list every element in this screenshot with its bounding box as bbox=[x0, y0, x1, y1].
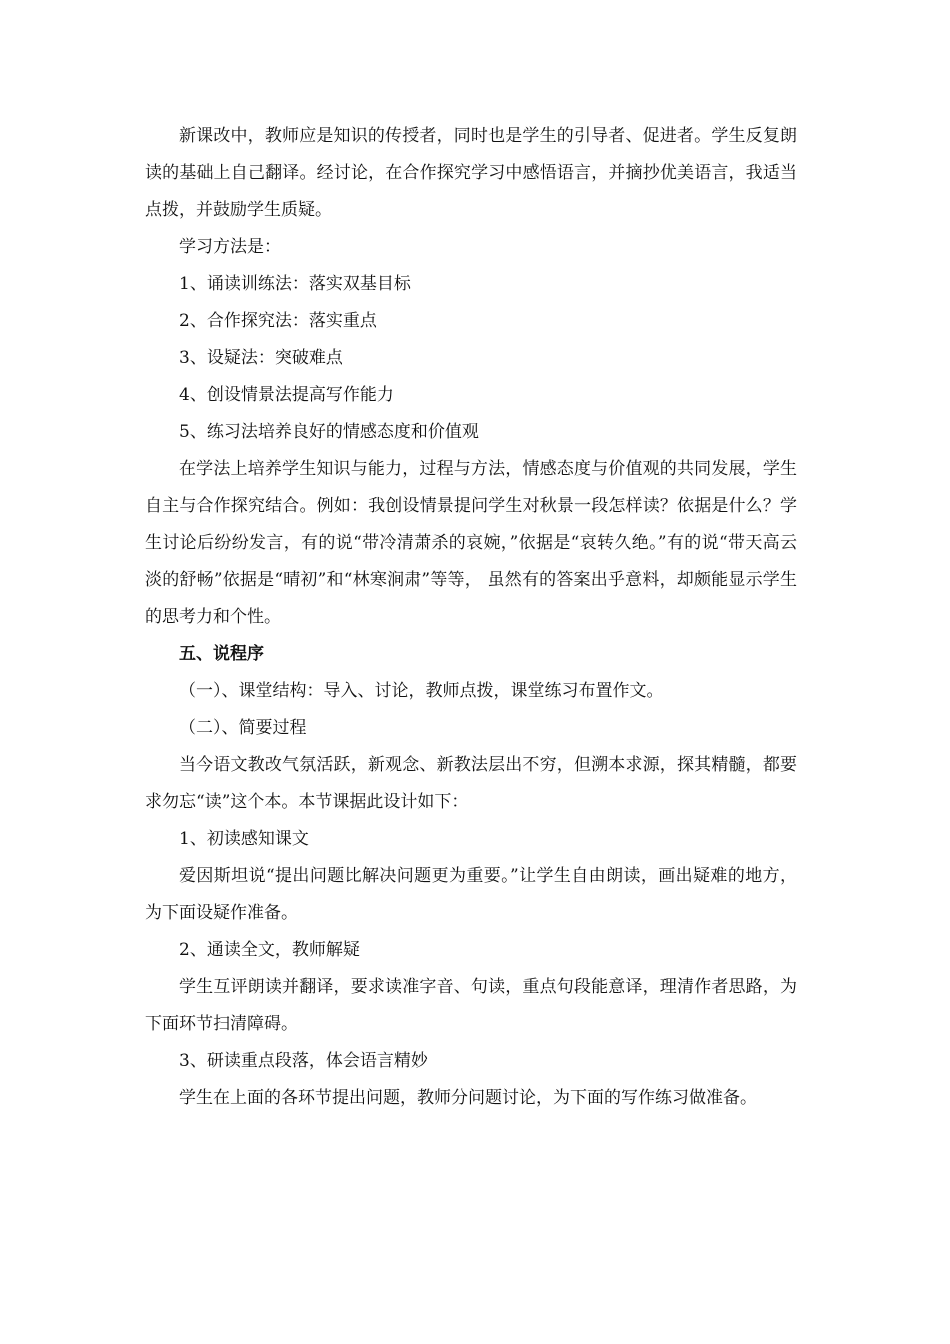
list-item-method-3: 3、设疑法：突破难点 bbox=[179, 348, 343, 368]
step-heading-3: 3、研读重点段落，体会语言精妙 bbox=[179, 1051, 428, 1071]
section-heading-procedure: 五、说程序 bbox=[179, 644, 264, 664]
paragraph-reading-emphasis: 当今语文教改气氛活跃，新观念、新教法层出不穷，但溯本求源，探其精髓，都要求勿忘“读”这个本。本节课据此设计如下： bbox=[145, 755, 797, 812]
paragraph-method-intro: 学习方法是： bbox=[179, 237, 281, 257]
list-item-method-2: 2、合作探究法：落实重点 bbox=[179, 311, 377, 331]
paragraph-brief-process: （二）、简要过程 bbox=[179, 718, 307, 738]
paragraph-step-2: 学生互评朗读并翻译，要求读准字音、句读，重点句段能意译，理清作者思路，为下面环节扫清障碍。 bbox=[145, 977, 797, 1034]
list-item-method-1: 1、诵读训练法：落实双基目标 bbox=[179, 274, 411, 294]
paragraph-class-structure: （一）、课堂结构：导入、讨论，教师点拨，课堂练习布置作文。 bbox=[179, 681, 664, 701]
paragraph-step-3: 学生在上面的各环节提出问题，教师分问题讨论，为下面的写作练习做准备。 bbox=[179, 1088, 757, 1108]
paragraph-step-1: 爱因斯坦说“提出问题比解决问题更为重要。”让学生自由朗读，画出疑难的地方，为下面设疑作准备。 bbox=[145, 866, 797, 923]
step-heading-2: 2、通读全文，教师解疑 bbox=[179, 940, 360, 960]
step-heading-1: 1、初读感知课文 bbox=[179, 829, 309, 849]
paragraph-learning-example: 在学法上培养学生知识与能力，过程与方法，情感态度与价值观的共同发展，学生自主与合作探究结合。例如：我创设情景提问学生对秋景一段怎样读？依据是什么？学生讨论后纷纷发言，有的说“带冷清萧杀的哀婉，”依据是“哀转久绝。”有的说“带天高云淡的舒畅”依据是“晴初”和“林寒涧肃”等等， 虽然有的答案出乎意料，却颇能显示学生的思考力和个性。 bbox=[145, 459, 797, 627]
list-item-method-5: 5、练习法培养良好的情感态度和价值观 bbox=[179, 422, 479, 442]
paragraph-teacher-role: 新课改中，教师应是知识的传授者，同时也是学生的引导者、促进者。学生反复朗读的基础上自己翻译。经讨论，在合作探究学习中感悟语言，并摘抄优美语言，我适当点拨，并鼓励学生质疑。 bbox=[145, 126, 797, 220]
document-body bbox=[145, 118, 797, 1117]
list-item-method-4: 4、创设情景法提高写作能力 bbox=[179, 385, 394, 405]
